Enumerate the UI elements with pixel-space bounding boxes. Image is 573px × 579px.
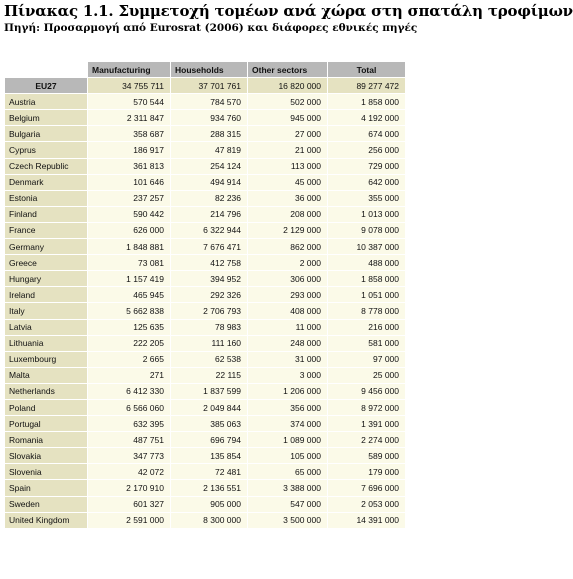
food-waste-table xyxy=(4,61,406,529)
other-sectors-cell: 2 129 000 xyxy=(248,222,328,238)
table-row xyxy=(5,94,406,110)
table-row xyxy=(5,319,406,335)
total-cell: 4 192 000 xyxy=(328,110,406,126)
manufacturing-cell: 1 157 419 xyxy=(88,271,171,287)
total-cell: 256 000 xyxy=(328,142,406,158)
country-cell: Slovakia xyxy=(5,448,88,464)
country-cell: Hungary xyxy=(5,271,88,287)
households-cell: 784 570 xyxy=(171,94,248,110)
total-cell: 674 000 xyxy=(328,126,406,142)
total-cell: 729 000 xyxy=(328,158,406,174)
total-cell: 14 391 000 xyxy=(328,512,406,528)
households-cell: 2 049 844 xyxy=(171,399,248,415)
total-cell: 1 858 000 xyxy=(328,94,406,110)
households-cell: 934 760 xyxy=(171,110,248,126)
households-cell: 7 676 471 xyxy=(171,239,248,255)
country-cell: Belgium xyxy=(5,110,88,126)
other-sectors-cell: 45 000 xyxy=(248,174,328,190)
total-cell: 589 000 xyxy=(328,448,406,464)
households-cell: 288 315 xyxy=(171,126,248,142)
total-cell: 488 000 xyxy=(328,255,406,271)
households-cell: 111 160 xyxy=(171,335,248,351)
households-cell: 8 300 000 xyxy=(171,512,248,528)
table-row xyxy=(5,110,406,126)
other-sectors-cell: 1 206 000 xyxy=(248,383,328,399)
country-cell: Lithuania xyxy=(5,335,88,351)
total-cell: 97 000 xyxy=(328,351,406,367)
other-sectors-cell: 248 000 xyxy=(248,335,328,351)
header-corner xyxy=(5,62,88,78)
country-cell: Denmark xyxy=(5,174,88,190)
table-row xyxy=(5,271,406,287)
total-cell: 1 858 000 xyxy=(328,271,406,287)
other-sectors-cell: 208 000 xyxy=(248,206,328,222)
country-cell: Luxembourg xyxy=(5,351,88,367)
total-cell: 1 013 000 xyxy=(328,206,406,222)
total-cell: 8 778 000 xyxy=(328,303,406,319)
manufacturing-cell: 34 755 711 xyxy=(88,78,171,94)
manufacturing-cell: 101 646 xyxy=(88,174,171,190)
total-cell: 2 274 000 xyxy=(328,432,406,448)
other-sectors-cell: 945 000 xyxy=(248,110,328,126)
total-cell: 10 387 000 xyxy=(328,239,406,255)
manufacturing-cell: 186 917 xyxy=(88,142,171,158)
manufacturing-cell: 6 566 060 xyxy=(88,399,171,415)
households-cell: 2 136 551 xyxy=(171,480,248,496)
other-sectors-cell: 293 000 xyxy=(248,287,328,303)
other-sectors-cell: 3 388 000 xyxy=(248,480,328,496)
other-sectors-cell: 105 000 xyxy=(248,448,328,464)
manufacturing-cell: 73 081 xyxy=(88,255,171,271)
total-cell: 2 053 000 xyxy=(328,496,406,512)
column-header-manufacturing: Manufacturing xyxy=(88,62,171,78)
table-row xyxy=(5,206,406,222)
households-cell: 62 538 xyxy=(171,351,248,367)
other-sectors-cell: 31 000 xyxy=(248,351,328,367)
total-cell: 581 000 xyxy=(328,335,406,351)
country-cell: Netherlands xyxy=(5,383,88,399)
other-sectors-cell: 862 000 xyxy=(248,239,328,255)
country-cell: EU27 xyxy=(5,78,88,94)
table-row xyxy=(5,255,406,271)
other-sectors-cell: 11 000 xyxy=(248,319,328,335)
other-sectors-cell: 3 000 xyxy=(248,367,328,383)
manufacturing-cell: 361 813 xyxy=(88,158,171,174)
manufacturing-cell: 465 945 xyxy=(88,287,171,303)
total-cell: 1 051 000 xyxy=(328,287,406,303)
table-row xyxy=(5,367,406,383)
households-cell: 135 854 xyxy=(171,448,248,464)
manufacturing-cell: 632 395 xyxy=(88,416,171,432)
manufacturing-cell: 626 000 xyxy=(88,222,171,238)
other-sectors-cell: 547 000 xyxy=(248,496,328,512)
country-cell: Italy xyxy=(5,303,88,319)
table-row xyxy=(5,351,406,367)
country-cell: Latvia xyxy=(5,319,88,335)
manufacturing-cell: 590 442 xyxy=(88,206,171,222)
households-cell: 905 000 xyxy=(171,496,248,512)
country-cell: United Kingdom xyxy=(5,512,88,528)
country-cell: Greece xyxy=(5,255,88,271)
manufacturing-cell: 5 662 838 xyxy=(88,303,171,319)
total-cell: 1 391 000 xyxy=(328,416,406,432)
country-cell: Ireland xyxy=(5,287,88,303)
table-row xyxy=(5,335,406,351)
table-row xyxy=(5,158,406,174)
table-row xyxy=(5,287,406,303)
other-sectors-cell: 356 000 xyxy=(248,399,328,415)
table-row xyxy=(5,239,406,255)
country-cell: Romania xyxy=(5,432,88,448)
total-cell: 216 000 xyxy=(328,319,406,335)
manufacturing-cell: 358 687 xyxy=(88,126,171,142)
total-cell: 25 000 xyxy=(328,367,406,383)
country-cell: Finland xyxy=(5,206,88,222)
other-sectors-cell: 21 000 xyxy=(248,142,328,158)
households-cell: 696 794 xyxy=(171,432,248,448)
country-cell: Sweden xyxy=(5,496,88,512)
other-sectors-cell: 65 000 xyxy=(248,464,328,480)
country-cell: Cyprus xyxy=(5,142,88,158)
country-cell: Czech Republic xyxy=(5,158,88,174)
households-cell: 292 326 xyxy=(171,287,248,303)
total-cell: 8 972 000 xyxy=(328,399,406,415)
table-row xyxy=(5,222,406,238)
manufacturing-cell: 601 327 xyxy=(88,496,171,512)
manufacturing-cell: 222 205 xyxy=(88,335,171,351)
manufacturing-cell: 2 311 847 xyxy=(88,110,171,126)
other-sectors-cell: 2 000 xyxy=(248,255,328,271)
table-header-row xyxy=(5,62,406,78)
table-row xyxy=(5,399,406,415)
table-row-eu27 xyxy=(5,78,406,94)
manufacturing-cell: 237 257 xyxy=(88,190,171,206)
households-cell: 47 819 xyxy=(171,142,248,158)
manufacturing-cell: 487 751 xyxy=(88,432,171,448)
manufacturing-cell: 1 848 881 xyxy=(88,239,171,255)
households-cell: 254 124 xyxy=(171,158,248,174)
other-sectors-cell: 408 000 xyxy=(248,303,328,319)
table-row xyxy=(5,383,406,399)
households-cell: 82 236 xyxy=(171,190,248,206)
total-cell: 89 277 472 xyxy=(328,78,406,94)
manufacturing-cell: 6 412 330 xyxy=(88,383,171,399)
manufacturing-cell: 570 544 xyxy=(88,94,171,110)
households-cell: 214 796 xyxy=(171,206,248,222)
total-cell: 9 078 000 xyxy=(328,222,406,238)
manufacturing-cell: 2 591 000 xyxy=(88,512,171,528)
households-cell: 1 837 599 xyxy=(171,383,248,399)
table-body xyxy=(5,78,406,529)
households-cell: 385 063 xyxy=(171,416,248,432)
manufacturing-cell: 347 773 xyxy=(88,448,171,464)
households-cell: 72 481 xyxy=(171,464,248,480)
households-cell: 6 322 944 xyxy=(171,222,248,238)
manufacturing-cell: 2 170 910 xyxy=(88,480,171,496)
households-cell: 2 706 793 xyxy=(171,303,248,319)
table-row xyxy=(5,416,406,432)
households-cell: 494 914 xyxy=(171,174,248,190)
other-sectors-cell: 3 500 000 xyxy=(248,512,328,528)
total-cell: 7 696 000 xyxy=(328,480,406,496)
other-sectors-cell: 113 000 xyxy=(248,158,328,174)
manufacturing-cell: 42 072 xyxy=(88,464,171,480)
manufacturing-cell: 125 635 xyxy=(88,319,171,335)
country-cell: Poland xyxy=(5,399,88,415)
table-row xyxy=(5,126,406,142)
source-note: Πηγή: Προσαρμογή από Eurosrat (2006) και διάφορες εθνικές πηγές xyxy=(4,22,418,34)
table-row xyxy=(5,496,406,512)
column-header-households: Households xyxy=(171,62,248,78)
other-sectors-cell: 16 820 000 xyxy=(248,78,328,94)
table-row xyxy=(5,432,406,448)
table-row xyxy=(5,464,406,480)
country-cell: Slovenia xyxy=(5,464,88,480)
total-cell: 355 000 xyxy=(328,190,406,206)
households-cell: 412 758 xyxy=(171,255,248,271)
households-cell: 37 701 761 xyxy=(171,78,248,94)
other-sectors-cell: 502 000 xyxy=(248,94,328,110)
table-row xyxy=(5,142,406,158)
country-cell: Austria xyxy=(5,94,88,110)
total-cell: 179 000 xyxy=(328,464,406,480)
manufacturing-cell: 271 xyxy=(88,367,171,383)
country-cell: Bulgaria xyxy=(5,126,88,142)
other-sectors-cell: 1 089 000 xyxy=(248,432,328,448)
table-row xyxy=(5,512,406,528)
country-cell: Spain xyxy=(5,480,88,496)
table-row xyxy=(5,480,406,496)
other-sectors-cell: 36 000 xyxy=(248,190,328,206)
table-row xyxy=(5,190,406,206)
other-sectors-cell: 27 000 xyxy=(248,126,328,142)
households-cell: 78 983 xyxy=(171,319,248,335)
manufacturing-cell: 2 665 xyxy=(88,351,171,367)
table-row xyxy=(5,303,406,319)
page-title: Πίνακας 1.1. Συμμετοχή τομέων ανά χώρα στη σπατάλη τροφίμων xyxy=(4,2,573,20)
total-cell: 9 456 000 xyxy=(328,383,406,399)
column-header-total: Total xyxy=(328,62,406,78)
country-cell: France xyxy=(5,222,88,238)
total-cell: 642 000 xyxy=(328,174,406,190)
table-row xyxy=(5,448,406,464)
households-cell: 394 952 xyxy=(171,271,248,287)
country-cell: Germany xyxy=(5,239,88,255)
country-cell: Malta xyxy=(5,367,88,383)
other-sectors-cell: 306 000 xyxy=(248,271,328,287)
country-cell: Estonia xyxy=(5,190,88,206)
other-sectors-cell: 374 000 xyxy=(248,416,328,432)
table-row xyxy=(5,174,406,190)
country-cell: Portugal xyxy=(5,416,88,432)
households-cell: 22 115 xyxy=(171,367,248,383)
column-header-other-sectors: Other sectors xyxy=(248,62,328,78)
